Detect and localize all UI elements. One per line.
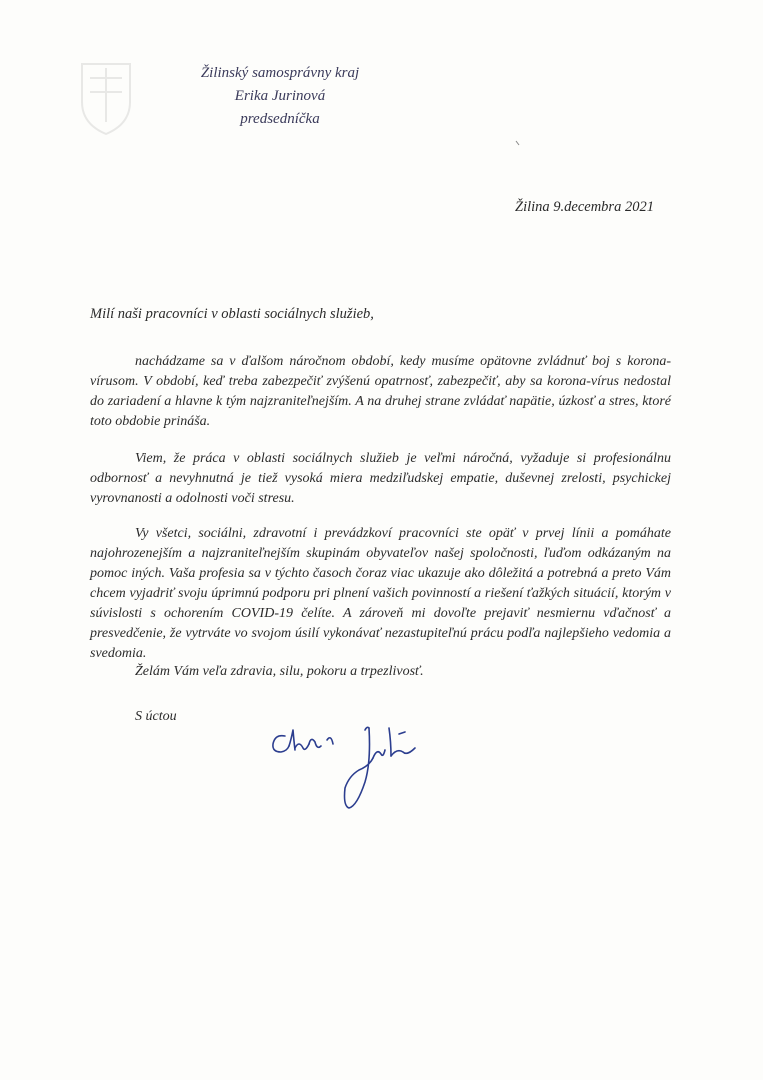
paragraph-3: Vy všetci, sociálni, zdravotní i prevádzkoví pracovníci ste opäť v prvej línii a pomáhate najohrozenejším a najzraniteľnejším skupinám obyvateľov našej spoločnosti, ľuďom odkázaným na pomoc iných. Vaša profesia sa v týchto časoch čoraz viac ukazuje ako dôležitá a potrebná a preto Vám chcem vyjadriť svoju úprimnú podporu pri plnení vašich povinností a riešení ťažkých situácií, ktorým v súvislosti s ochorením COVID-19 čelíte. A zároveň mi dovoľte prejaviť nesmiernu vďačnosť a presvedčenie, že vytrváte vo svojom úsilí vykonávať nezastupiteľnú prácu podľa najlepšieho vedomia a svedomia. bbox=[90, 526, 671, 661]
paragraph-2: Viem, že práca v oblasti sociálnych služieb je veľmi náročná, vyžaduje si profesionálnu odbornosť a nevyhnutná je tiež vysoká miera medziľudskej empatie, duševnej zrelosti, psychickej vyrovnanosti a odolnosti voči stresu. bbox=[90, 451, 671, 506]
stray-mark bbox=[515, 140, 521, 146]
paragraph-1: nachádzame sa v ďalšom náročnom období, kedy musíme opätovne zvládnuť boj s korona-vírusom. V období, keď treba zabezpečiť zvýšenú opatrnosť, zabezpečiť, aby sa korona-vírus nedostal do zariadení a hlavne k tým najzraniteľnejším. A na druhej strane zvládať napätie, úzkosť a stres, ktoré toto obdobie prináša. bbox=[90, 354, 671, 429]
organization-name: Žilinský samosprávny kraj bbox=[200, 65, 360, 81]
letterhead bbox=[150, 62, 410, 131]
handwritten-signature bbox=[265, 722, 430, 822]
letter-date: Žilina 9.decembra 2021 bbox=[515, 199, 654, 215]
salutation: Milí naši pracovníci v oblasti sociálnych služieb, bbox=[90, 306, 374, 322]
closing-phrase: S úctou bbox=[135, 709, 177, 724]
coat-of-arms-watermark bbox=[78, 58, 134, 138]
sender-name: Erika Jurinová bbox=[234, 88, 326, 104]
closing-wish: Želám Vám veľa zdravia, silu, pokoru a trpezlivosť. bbox=[135, 664, 424, 679]
sender-position: predsedníčka bbox=[240, 111, 320, 127]
